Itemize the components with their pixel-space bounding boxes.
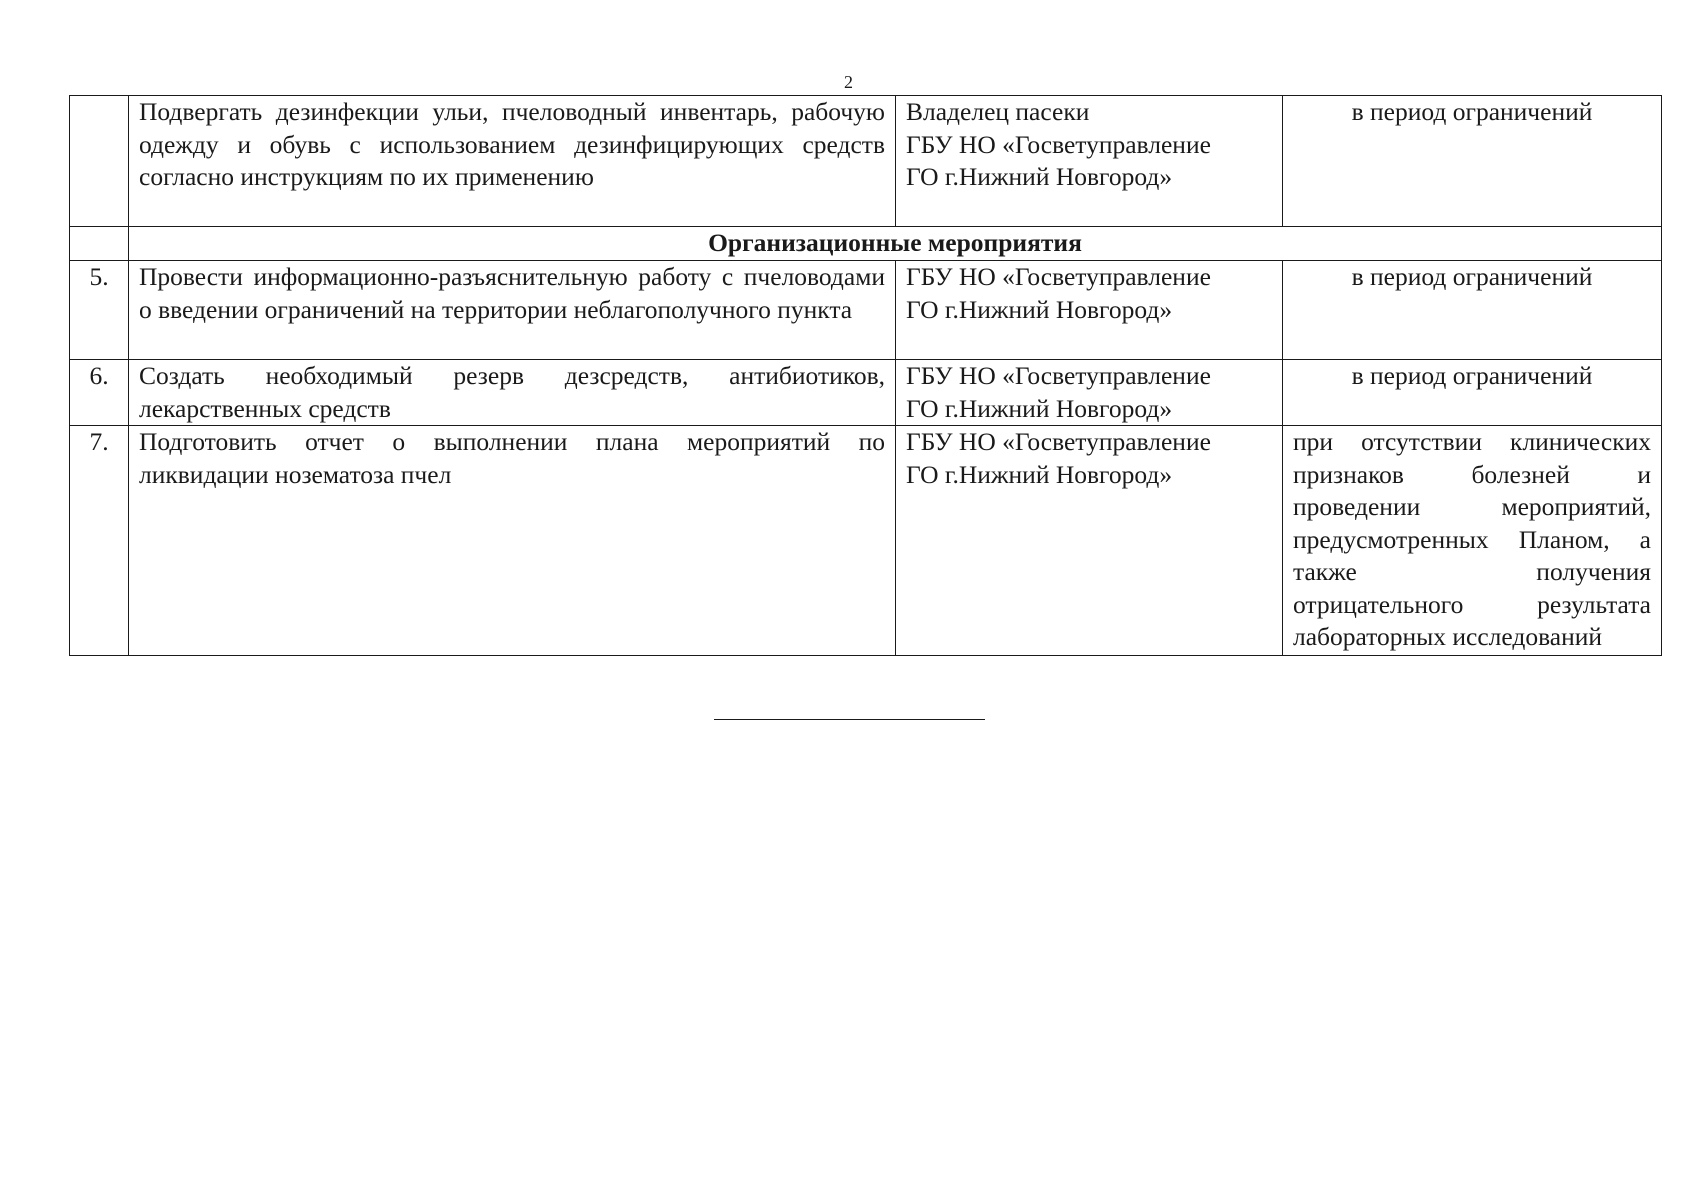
row-number: 6. <box>70 360 129 426</box>
measures-table <box>69 95 1662 656</box>
responsible-cell <box>896 261 1283 360</box>
task-cell: Подвергать дезинфекции ульи, пчеловодный инвентарь, рабочую одежду и обувь с использованием дезинфицирующих средств согласно инструкциям по их применению <box>129 96 896 227</box>
table-row <box>70 96 1662 227</box>
term-cell: в период ограничений <box>1283 261 1662 360</box>
task-cell: Провести информационно-разъяснительную работу с пчеловодами о введении ограничений на территории неблагополучного пункта <box>129 261 896 360</box>
term-cell: в период ограничений <box>1283 96 1662 227</box>
section-title: Организационные мероприятия <box>129 227 1662 261</box>
page-number: 2 <box>844 72 853 92</box>
row-number <box>70 96 129 227</box>
table-row <box>70 426 1662 656</box>
row-number <box>70 227 129 261</box>
responsible-line: ГО г.Нижний Новгород» <box>906 459 1173 489</box>
responsible-line: Владелец пасеки <box>906 97 1090 126</box>
term-cell: в период ограничений <box>1283 360 1662 426</box>
responsible-cell <box>896 96 1283 227</box>
task-cell: Создать необходимый резерв дезсредств, антибиотиков, лекарственных средств <box>129 360 896 426</box>
responsible-cell <box>896 426 1283 656</box>
responsible-cell <box>896 360 1283 426</box>
row-number: 7. <box>70 426 129 656</box>
end-of-document-rule <box>714 719 985 720</box>
responsible-line: ГБУ НО «Госветуправление <box>906 361 1211 390</box>
term-cell: при отсутствии клинических признаков болезней и проведении мероприятий, предусмотренных Планом, а также получения отрицательного результата лабораторных исследований <box>1283 426 1662 656</box>
row-number: 5. <box>70 261 129 360</box>
section-row <box>70 227 1662 261</box>
responsible-line: ГБУ НО «Госветуправление <box>906 427 1211 456</box>
responsible-line: ГО г.Нижний Новгород» <box>906 294 1173 324</box>
task-cell: Подготовить отчет о выполнении плана мероприятий по ликвидации нозематоза пчел <box>129 426 896 656</box>
responsible-line: ГО г.Нижний Новгород» <box>906 162 1173 191</box>
table-row <box>70 360 1662 426</box>
table-row <box>70 261 1662 360</box>
responsible-line: ГБУ НО «Госветуправление <box>906 129 1211 159</box>
responsible-line: ГБУ НО «Госветуправление <box>906 262 1211 291</box>
responsible-line: ГО г.Нижний Новгород» <box>906 393 1173 423</box>
